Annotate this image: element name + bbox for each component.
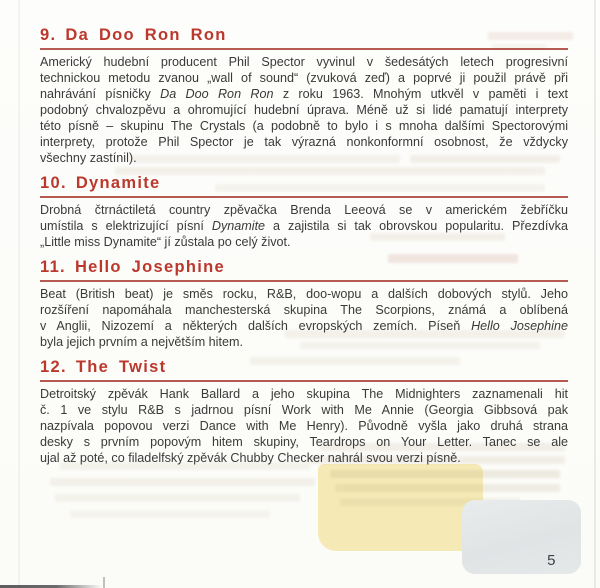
scan-mark-tick	[103, 577, 105, 588]
text-segment: desky s prvním popovým hitem skupiny, Teardrops on Your Letter. Tanec se ale	[40, 435, 568, 449]
text-line	[40, 202, 568, 218]
text-line	[40, 218, 568, 234]
section-paragraph	[40, 202, 568, 250]
text-line	[40, 386, 568, 402]
text-segment: Beat (British beat) je směs rocku, R&B, doo-wopu a dalších dobových stylů. Jeho	[40, 287, 568, 301]
section-title: Dynamite	[75, 174, 161, 192]
text-segment: č. 1 ve stylu R&B s jadrnou písní Work with Me Annie (Georgia Gibbsová pak	[40, 403, 568, 417]
section-dynamite	[40, 174, 568, 250]
text-segment: v Anglii, Nizozemí a některých dalších evropských zemích. Píseň	[40, 319, 472, 333]
text-segment: nahrávání písničky	[40, 87, 161, 101]
text-line	[40, 150, 568, 166]
text-segment: z roku 1963. Mnohým utkvěl v paměti i text	[273, 87, 568, 101]
section-number: 10.	[40, 174, 67, 192]
text-segment: umístila s elektrizující písní	[40, 219, 212, 233]
text-segment: byla jejich prvním a největším hitem.	[40, 335, 243, 349]
text-line	[40, 134, 568, 150]
text-segment: všechny zastínil).	[40, 151, 137, 165]
song-title-italic: Hello Josephine	[471, 319, 568, 333]
text-line	[40, 102, 568, 118]
show-through-artifact	[70, 510, 270, 518]
text-segment: a zajistila si tak obrovskou popularitu. Přezdívka	[265, 219, 568, 233]
text-segment: Americký hudební producent Phil Spector vyvinul v šedesátých letech progresivní	[40, 55, 568, 69]
show-through-artifact	[50, 478, 315, 486]
text-segment: Drobná čtrnáctiletá country zpěvačka Brenda Leeová se v americkém žebříčku	[40, 203, 568, 217]
section-the-twist	[40, 358, 568, 466]
text-segment: této písně – skupinu The Crystals (a podobně to bylo i s mnoha dalšími Spectorovými	[40, 119, 568, 133]
text-segment: podobný chvalozpěvu a ohromující hudební úprava. Méně už si lidé pamatují interprety	[40, 103, 568, 117]
section-paragraph	[40, 386, 568, 466]
section-title: Da Doo Ron Ron	[65, 26, 227, 44]
text-line	[40, 402, 568, 418]
song-title-italic: Da Doo Ron Ron	[160, 87, 274, 101]
section-number: 11.	[40, 258, 66, 276]
text-segment: interprety, protože Phil Spector je tak výrazná nonkonformní osobnost, že vždycky	[40, 135, 568, 149]
section-heading	[40, 174, 568, 198]
text-line	[40, 234, 568, 250]
section-title: Hello Josephine	[74, 258, 225, 276]
text-segment: Detroitský zpěvák Hank Ballard a jeho skupina The Midnighters zaznamenali hit	[40, 387, 568, 401]
scan-edge-line-right	[594, 0, 596, 588]
scan-edge-line-left	[18, 0, 20, 588]
show-through-artifact	[335, 484, 560, 492]
booklet-text-column	[40, 26, 568, 474]
text-line	[40, 418, 568, 434]
section-heading	[40, 358, 568, 382]
section-title: The Twist	[75, 358, 167, 376]
text-line	[40, 118, 568, 134]
section-number: 12.	[40, 358, 67, 376]
text-segment: rozšíření napomáhala manchesterská skupina The Scorpions, známá a oblíbená	[40, 303, 568, 317]
text-line	[40, 302, 568, 318]
page-number: 5	[547, 552, 556, 569]
text-line	[40, 70, 568, 86]
text-segment: ujal až poté, co filadelfský zpěvák Chubby Checker nahrál svou verzi písně.	[40, 451, 461, 465]
text-line	[40, 434, 568, 450]
text-line	[40, 318, 568, 334]
text-line	[40, 334, 568, 350]
text-line	[40, 450, 568, 466]
section-paragraph	[40, 54, 568, 166]
text-segment: nazpívala popovou verzi Dance with Me Henry). Původně vyšla jako druhá strana	[40, 419, 568, 433]
section-heading	[40, 26, 568, 50]
section-paragraph	[40, 286, 568, 350]
text-line	[40, 286, 568, 302]
section-da-doo-ron-ron	[40, 26, 568, 166]
text-line	[40, 86, 568, 102]
section-hello-josephine	[40, 258, 568, 350]
page-number-label	[462, 500, 581, 574]
section-number: 9.	[40, 26, 57, 44]
text-line	[40, 54, 568, 70]
show-through-artifact	[55, 494, 300, 502]
text-segment: technickou metodu zvanou „wall of sound“ (zvuková zeď) a poprvé ji použil právě při	[40, 71, 568, 85]
text-segment: „Little miss Dynamite“ jí zůstala po celý život.	[40, 235, 291, 249]
song-title-italic: Dynamite	[211, 219, 266, 233]
section-heading	[40, 258, 568, 282]
